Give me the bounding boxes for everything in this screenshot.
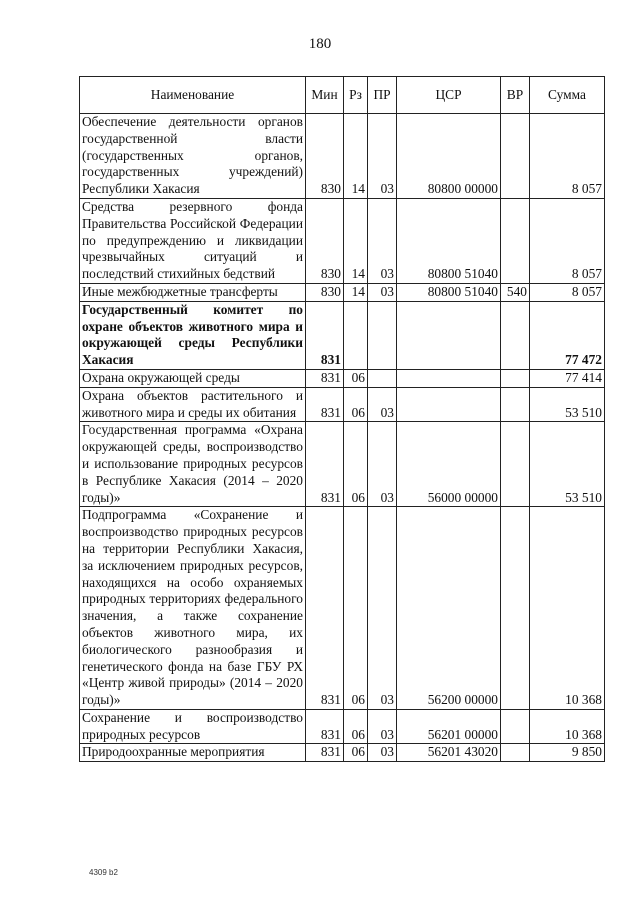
cell-csr [397, 369, 501, 387]
cell-name: Государственный комитет по охране объектов животного мира и окружающей среды Республики Хакасия [80, 301, 306, 369]
cell-min: 831 [306, 301, 344, 369]
footer-code: 4309 b2 [89, 868, 118, 877]
table-row [80, 198, 605, 283]
cell-vr [501, 301, 530, 369]
cell-name: Обеспечение деятельности органов государственной власти (государственных органов, государственных учреждений) Республики Хакасия [80, 114, 306, 199]
header-pr: ПР [368, 77, 397, 114]
cell-vr [501, 422, 530, 507]
table-body [80, 114, 605, 762]
cell-min: 831 [306, 387, 344, 422]
table-row [80, 369, 605, 387]
cell-vr [501, 744, 530, 762]
cell-vr [501, 114, 530, 199]
table-row [80, 114, 605, 199]
cell-min: 831 [306, 422, 344, 507]
cell-rz [344, 301, 368, 369]
cell-pr: 03 [368, 114, 397, 199]
header-rz: Рз [344, 77, 368, 114]
cell-csr: 80800 51040 [397, 283, 501, 301]
cell-pr: 03 [368, 387, 397, 422]
cell-rz: 14 [344, 283, 368, 301]
table-row [80, 507, 605, 710]
cell-rz: 06 [344, 369, 368, 387]
cell-rz: 06 [344, 709, 368, 744]
budget-table [79, 76, 605, 762]
cell-name: Природоохранные мероприятия [80, 744, 306, 762]
cell-pr: 03 [368, 744, 397, 762]
cell-pr [368, 301, 397, 369]
header-sum: Сумма [530, 77, 605, 114]
cell-sum: 9 850 [530, 744, 605, 762]
cell-min: 831 [306, 369, 344, 387]
cell-vr: 540 [501, 283, 530, 301]
cell-sum: 77 472 [530, 301, 605, 369]
table-header-row [80, 77, 605, 114]
cell-pr [368, 369, 397, 387]
cell-csr: 56000 00000 [397, 422, 501, 507]
cell-csr: 56200 00000 [397, 507, 501, 710]
cell-rz: 06 [344, 422, 368, 507]
cell-min: 830 [306, 198, 344, 283]
cell-name: Охрана объектов растительного и животного мира и среды их обитания [80, 387, 306, 422]
table-row [80, 709, 605, 744]
cell-name: Средства резервного фонда Правительства Российской Федерации по предупреждению и ликвидации чрезвычайных ситуаций и последствий стихийных бедствий [80, 198, 306, 283]
cell-pr: 03 [368, 198, 397, 283]
cell-sum: 53 510 [530, 422, 605, 507]
cell-rz: 06 [344, 507, 368, 710]
header-vr: ВР [501, 77, 530, 114]
cell-pr: 03 [368, 422, 397, 507]
cell-name: Иные межбюджетные трансферты [80, 283, 306, 301]
header-name: Наименование [80, 77, 306, 114]
cell-vr [501, 387, 530, 422]
cell-name: Государственная программа «Охрана окружающей среды, воспроизводство и использование природных ресурсов в Республике Хакасия (2014 – 2020 годы)» [80, 422, 306, 507]
cell-vr [501, 198, 530, 283]
cell-sum: 8 057 [530, 114, 605, 199]
cell-pr: 03 [368, 283, 397, 301]
cell-rz: 06 [344, 387, 368, 422]
cell-name: Сохранение и воспроизводство природных ресурсов [80, 709, 306, 744]
cell-rz: 14 [344, 114, 368, 199]
cell-csr: 80800 51040 [397, 198, 501, 283]
cell-min: 830 [306, 114, 344, 199]
table-row [80, 283, 605, 301]
cell-min: 830 [306, 283, 344, 301]
cell-rz: 06 [344, 744, 368, 762]
table-row [80, 744, 605, 762]
page-number: 180 [308, 36, 332, 52]
cell-sum: 10 368 [530, 709, 605, 744]
cell-pr: 03 [368, 507, 397, 710]
cell-sum: 8 057 [530, 198, 605, 283]
cell-name: Подпрограмма «Сохранение и воспроизводство природных ресурсов на территории Республики Хакасия, за исключением природных ресурсов, находящихся на особо охраняемых природных территориях федерального значения, а также сохранение объектов животного мира, их биологического разнообразия и генетического фонда на базе ГБУ РХ «Центр живой природы» (2014 – 2020 годы)» [80, 507, 306, 710]
cell-name: Охрана окружающей среды [80, 369, 306, 387]
cell-vr [501, 369, 530, 387]
cell-sum: 53 510 [530, 387, 605, 422]
cell-rz: 14 [344, 198, 368, 283]
cell-min: 831 [306, 744, 344, 762]
cell-pr: 03 [368, 709, 397, 744]
cell-min: 831 [306, 507, 344, 710]
cell-csr [397, 301, 501, 369]
table-row [80, 422, 605, 507]
cell-csr: 80800 00000 [397, 114, 501, 199]
header-csr: ЦСР [397, 77, 501, 114]
cell-sum: 77 414 [530, 369, 605, 387]
cell-csr: 56201 43020 [397, 744, 501, 762]
cell-sum: 10 368 [530, 507, 605, 710]
cell-csr [397, 387, 501, 422]
cell-vr [501, 709, 530, 744]
table-row [80, 301, 605, 369]
cell-vr [501, 507, 530, 710]
table-row [80, 387, 605, 422]
cell-min: 831 [306, 709, 344, 744]
cell-sum: 8 057 [530, 283, 605, 301]
cell-csr: 56201 00000 [397, 709, 501, 744]
header-min: Мин [306, 77, 344, 114]
